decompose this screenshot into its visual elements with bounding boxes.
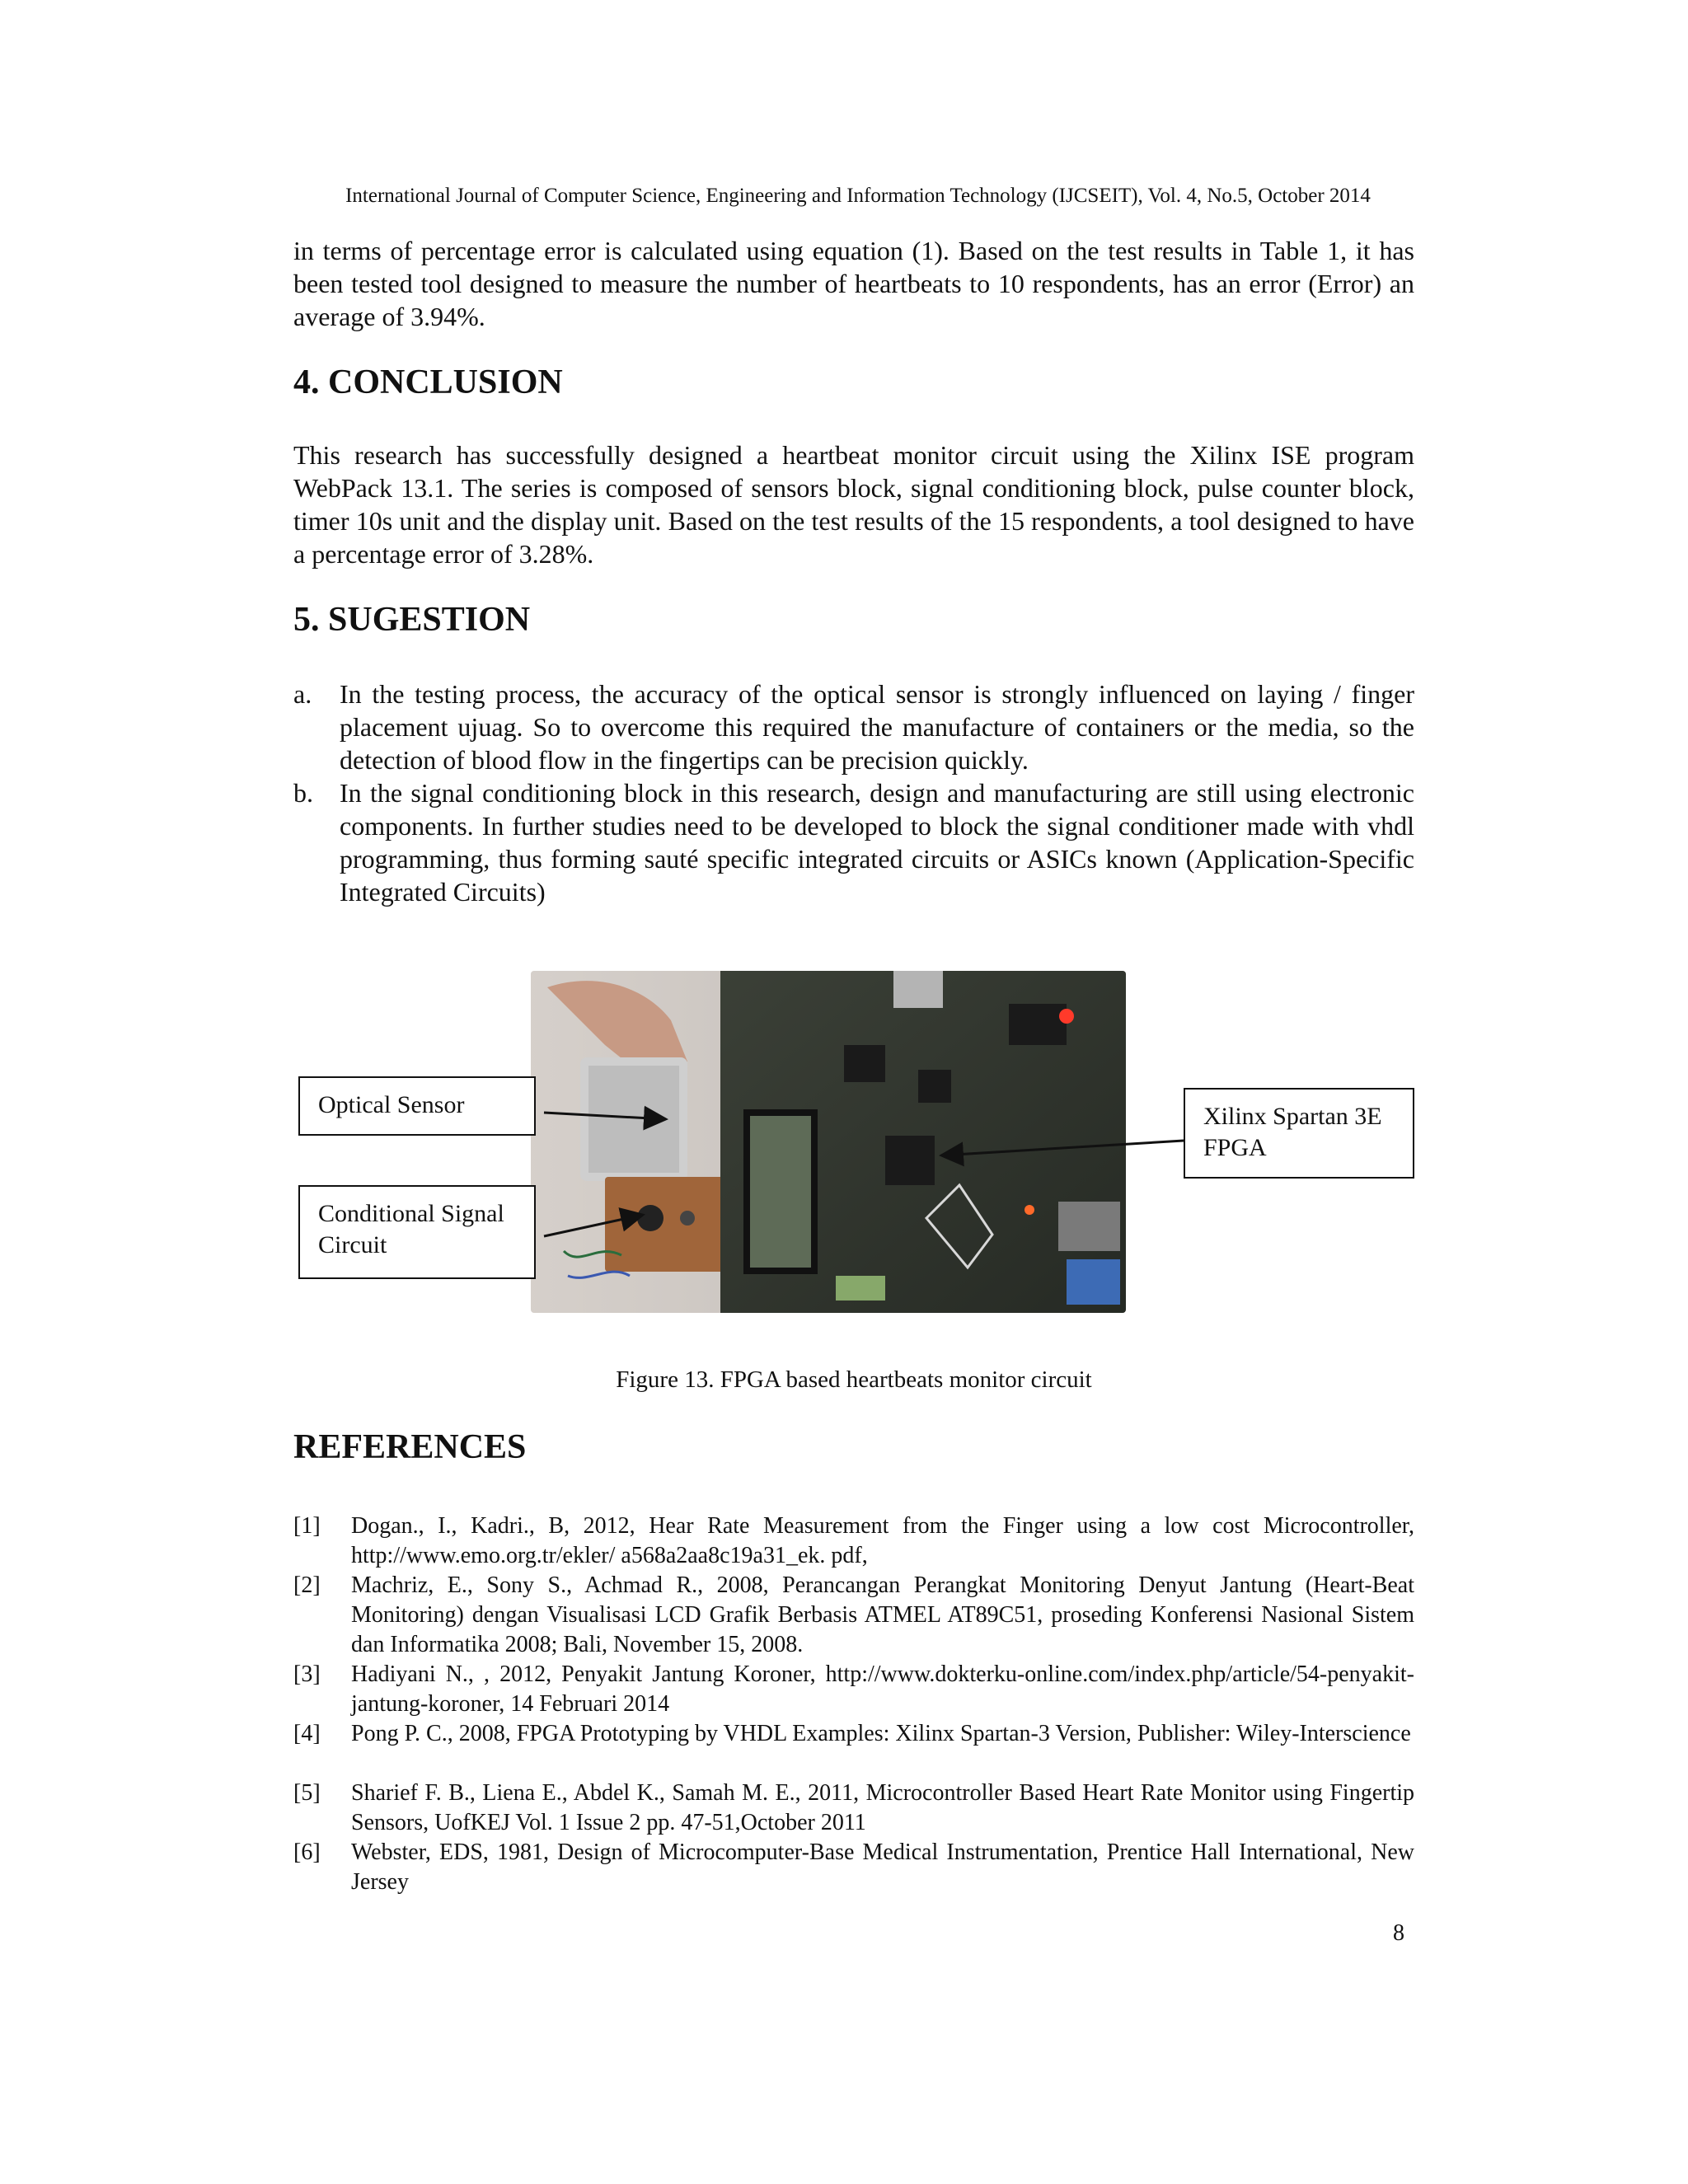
references-heading: REFERENCES bbox=[293, 1428, 527, 1466]
intro-paragraph: in terms of percentage error is calculated using equation (1). Based on the test results in Table 1, it has been tested tool designed to measure the number of heartbeats to 10 respondents, has an error (Error) an average of 3.94%. bbox=[293, 236, 1414, 331]
reference-number: [5] bbox=[293, 1780, 321, 1806]
reference-item bbox=[293, 1571, 1414, 1660]
reference-item bbox=[293, 1779, 1414, 1838]
conclusion-paragraph: This research has successfully designed a heartbeat monitor circuit using the Xilinx ISE program WebPack 13.1. The series is composed of sensors block, signal conditioning block, pulse counter block, timer 10s unit and the display unit. Based on the test results of the 15 respondents, a tool designed to have a percentage error of 3.28%. bbox=[293, 440, 1414, 569]
reference-number: [3] bbox=[293, 1661, 321, 1687]
journal-header: International Journal of Computer Science, Engineering and Information Technology (IJCSEIT), Vol. 4, No.5, October 2014 bbox=[345, 185, 1371, 207]
reference-text: Webster, EDS, 1981, Design of Microcomputer-Base Medical Instrumentation, Prentice Hall International, New Jersey bbox=[351, 1840, 1414, 1895]
reference-text: Dogan., I., Kadri., B, 2012, Hear Rate Measurement from the Finger using a low cost Microcontroller, http://www.emo.org.tr/ekler/ a568a2aa8c19a31_ek. pdf, bbox=[351, 1513, 1414, 1568]
reference-text: Pong P. C., 2008, FPGA Prototyping by VHDL Examples: Xilinx Spartan-3 Version, Publisher: Wiley-Interscience bbox=[351, 1721, 1411, 1746]
suggestion-text: In the signal conditioning block in this research, design and manufacturing are still using electronic components. In further studies need to be developed to block the signal conditioner made with vhdl programming, thus forming sauté specific integrated circuits or ASICs known (Application-Specific Integrated Circuits) bbox=[340, 778, 1414, 907]
reference-text: Sharief F. B., Liena E., Abdel K., Samah M. E., 2011, Microcontroller Based Heart Rate Monitor using Fingertip Sensors, UofKEJ Vol. 1 Issue 2 pp. 47-51,October 2011 bbox=[351, 1780, 1414, 1835]
optical-sensor-arrow bbox=[544, 1113, 666, 1119]
reference-item bbox=[293, 1511, 1414, 1571]
conditional-signal-arrow bbox=[544, 1215, 643, 1236]
page-number: 8 bbox=[1393, 1920, 1404, 1946]
reference-number: [4] bbox=[293, 1721, 321, 1746]
reference-item bbox=[293, 1838, 1414, 1897]
reference-item bbox=[293, 1660, 1414, 1719]
fpga-label: Xilinx Spartan 3E FPGA bbox=[1184, 1088, 1414, 1179]
reference-number: [1] bbox=[293, 1513, 321, 1539]
reference-number: [6] bbox=[293, 1840, 321, 1865]
list-marker: a. bbox=[293, 679, 312, 709]
reference-item bbox=[293, 1719, 1414, 1749]
list-marker: b. bbox=[293, 778, 313, 808]
figure-caption: Figure 13. FPGA based heartbeats monitor circuit bbox=[616, 1366, 1092, 1393]
optical-sensor-label: Optical Sensor bbox=[298, 1076, 536, 1136]
suggestion-heading: 5. SUGESTION bbox=[293, 601, 531, 639]
suggestion-text: In the testing process, the accuracy of the optical sensor is strongly influenced on laying / finger placement ujuag. So to overcome this required the manufacture of containers or the media, so the detection of blood flow in the fingertips can be precision quickly. bbox=[340, 679, 1414, 775]
conclusion-heading: 4. CONCLUSION bbox=[293, 363, 563, 401]
reference-number: [2] bbox=[293, 1572, 321, 1598]
conditional-signal-label: Conditional Signal Circuit bbox=[298, 1185, 536, 1279]
reference-text: Machriz, E., Sony S., Achmad R., 2008, Perancangan Perangkat Monitoring Denyut Jantung (Heart-Beat Monitoring) dengan Visualisasi LCD Grafik Berbasis ATMEL AT89C51, proseding Konferensi Nasional Sistem dan Informatika 2008; Bali, November 15, 2008. bbox=[351, 1572, 1414, 1657]
reference-text: Hadiyani N., , 2012, Penyakit Jantung Koroner, http://www.dokterku-online.com/index.php/article/54-penyakit-jantung-koroner, 14 Februari 2014 bbox=[351, 1661, 1414, 1717]
fpga-arrow bbox=[941, 1141, 1184, 1155]
